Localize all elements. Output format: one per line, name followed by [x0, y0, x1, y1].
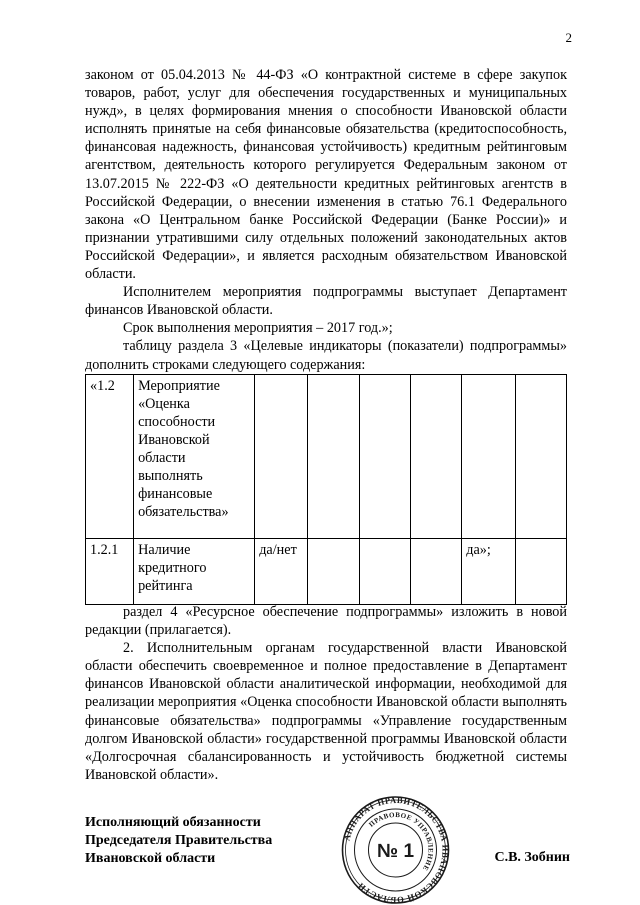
table-cell [410, 539, 461, 605]
table-cell: да/нет [255, 539, 308, 605]
signature-title-line: Председателя Правительства [85, 833, 273, 848]
paragraph-2: Исполнителем мероприятия подпрограммы выступает Департамент финансов Ивановской области. [85, 284, 567, 319]
table-cell: «1.2 [86, 375, 134, 539]
page-number: 2 [565, 30, 572, 45]
table-cell: Наличие кредитного рейтинга [134, 539, 255, 605]
table-cell [255, 375, 308, 539]
indicators-table [85, 374, 567, 605]
table-row [86, 539, 567, 605]
table-cell [359, 375, 410, 539]
table-cell: 1.2.1 [86, 539, 134, 605]
signature-title-line: Исполняющий обязанности [85, 815, 261, 830]
table-cell: да»; [462, 539, 515, 605]
signature-title-line: Ивановской области [85, 851, 216, 866]
seal-inner-text: ПРАВОВОЕ УПРАВЛЕНИЕ [367, 810, 435, 873]
paragraph-3: Срок выполнения мероприятия – 2017 год.»; [123, 320, 393, 337]
table-cell: Мероприятие «Оценка способности Ивановской области выполнять финансовые обязательства» [134, 375, 255, 539]
table-cell [308, 539, 359, 605]
table-cell [462, 375, 515, 539]
table-cell [308, 375, 359, 539]
table-cell [515, 539, 566, 605]
body-text [85, 66, 567, 374]
official-seal [337, 796, 454, 904]
paragraph-4: таблицу раздела 3 «Целевые индикаторы (показатели) подпрограммы» дополнить строками следующего содержания: [85, 338, 567, 373]
paragraph-1: законом от 05.04.2013 № 44-ФЗ «О контрактной системе в сфере закупок товаров, работ, услуг для обеспечения государственных и муниципальных нужд», в целях формирования мнения о способности Ивановской области исполнять принятые на себя финансовые обязательства (кредитоспособность, финансовая надежность, финансовая устойчивость) кредитным рейтинговым агентством, деятельность которого регулируется Федеральным законом от 13.07.2015 № 222-ФЗ «О деятельности кредитных рейтинговых агентств в Российской Федерации, о внесении изменения в статью 76.1 Федерального закона «О Центральном банке Российской Федерации (Банке России)» и признании утратившими силу отдельных положений законодательных актов Российской Федерации», и является расходным обязательством Ивановской области. [85, 67, 567, 283]
signature-block [85, 814, 272, 868]
after-table-text [85, 603, 567, 784]
table-cell [410, 375, 461, 539]
table-cell [359, 539, 410, 605]
paragraph-6: 2. Исполнительным органам государственной власти Ивановской области обеспечить своевременное и полное предоставление в Департамент финансов Ивановской области аналитической информации, необходимой для реализации мероприятия «Оценка способности Ивановской области выполнять финансовые обязательства» подпрограммы «Управление государственным долгом Ивановской области» государственной программы Ивановской области «Долгосрочная сбалансированность и устойчивость бюджетной системы Ивановской области». [85, 640, 567, 783]
signatory-name: С.В. Зобнин [494, 850, 570, 865]
paragraph-5: раздел 4 «Ресурсное обеспечение подпрограммы» изложить в новой редакции (прилагается). [85, 604, 567, 639]
seal-center-number: № 1 [376, 841, 415, 862]
table-row [86, 375, 567, 539]
table-cell [515, 375, 566, 539]
seal-outer-text: АППАРАТ ПРАВИТЕЛЬСТВА ИВАНОВСКОЙ ОБЛАСТИ [341, 796, 451, 904]
